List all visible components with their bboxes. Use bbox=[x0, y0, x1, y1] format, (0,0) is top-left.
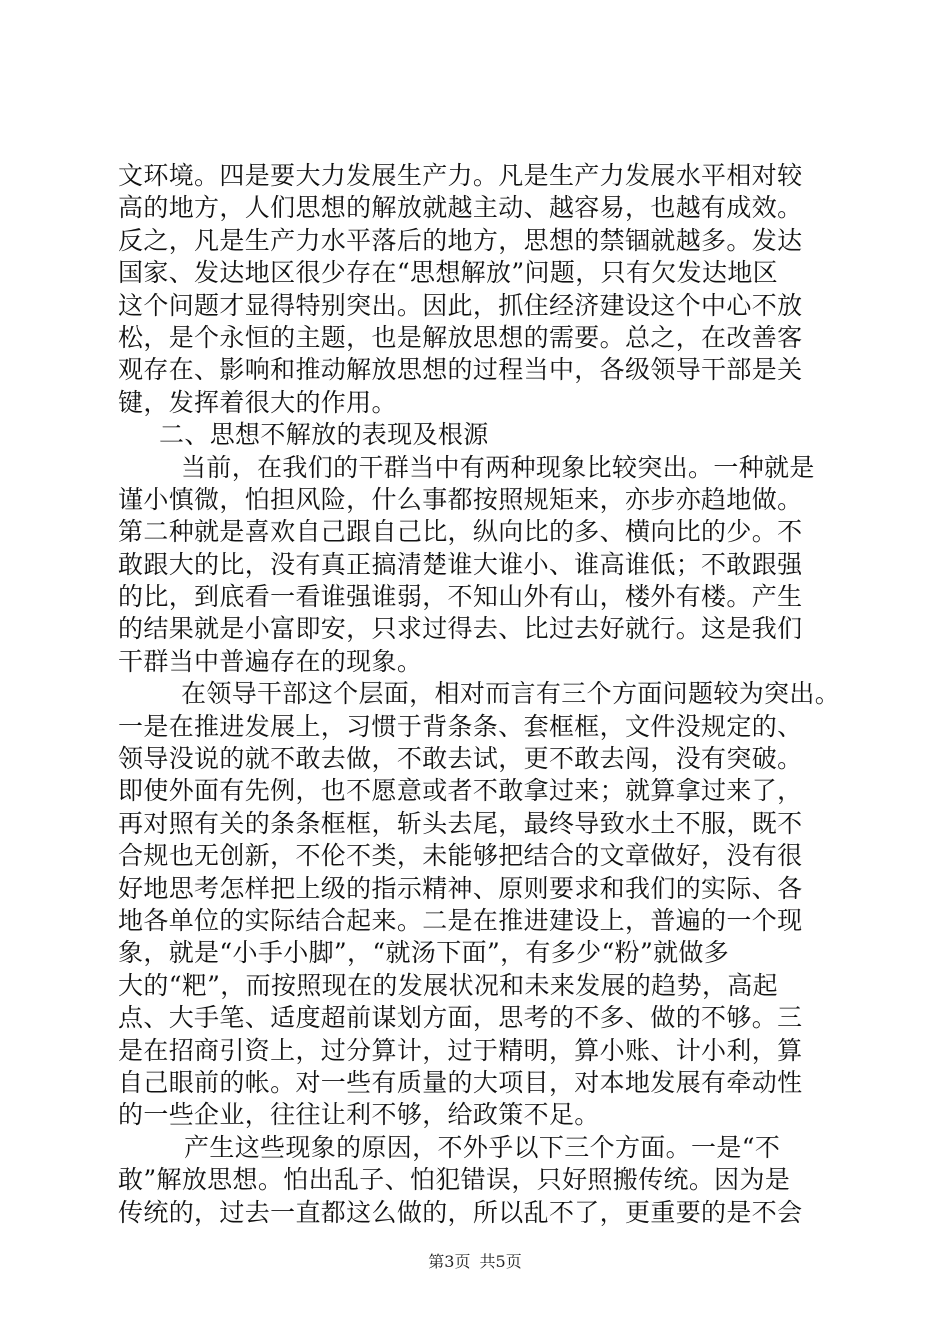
page-footer bbox=[0, 1252, 950, 1272]
text-line: 点、大手笔、适度超前谋划方面，思考的不多、做的不够。三 bbox=[118, 1003, 803, 1033]
text-line: 这个问题才显得特别突出。因此，抓住经济建设这个中心不放 bbox=[118, 290, 803, 320]
text-line: 松，是个永恒的主题，也是解放思想的需要。总之，在改善客 bbox=[118, 322, 803, 352]
text-line: 干群当中普遍存在的现象。 bbox=[118, 646, 423, 676]
text-line: 的一些企业，往往让利不够，给政策不足。 bbox=[118, 1100, 600, 1130]
text-line: 一是在推进发展上，习惯于背条条、套框框，文件没规定的、 bbox=[118, 711, 803, 741]
text-line: 谨小慎微，怕担风险，什么事都按照规矩来，亦步亦趋地做。 bbox=[118, 484, 803, 514]
page-number: 第3页 bbox=[428, 1252, 471, 1271]
page-total: 共5页 bbox=[479, 1252, 522, 1271]
text-line: 敢跟大的比，没有真正搞清楚谁大谁小、谁高谁低；不敢跟强 bbox=[118, 549, 803, 579]
paragraph-first-line: 在领导干部这个层面，相对而言有三个方面问题较为突出。 bbox=[181, 679, 841, 709]
text-line: 象，就是“小手小脚”，“就汤下面”，有多少“粉”就做多 bbox=[118, 938, 730, 968]
text-line: 再对照有关的条条框框，斩头去尾，最终导致水土不服，既不 bbox=[118, 808, 803, 838]
text-line: 反之，凡是生产力水平落后的地方，思想的禁锢就越多。发达 bbox=[118, 225, 803, 255]
text-line: 传统的，过去一直都这么做的，所以乱不了，更重要的是不会 bbox=[118, 1197, 803, 1227]
text-line: 文环境。四是要大力发展生产力。凡是生产力发展水平相对较 bbox=[118, 161, 803, 190]
text-line: 观存在、影响和推动解放思想的过程当中，各级领导干部是关 bbox=[118, 355, 803, 385]
text-line: 的结果就是小富即安，只求过得去、比过去好就行。这是我们 bbox=[118, 614, 803, 644]
text-line: 地各单位的实际结合起来。二是在推进建设上，普遍的一个现 bbox=[118, 905, 803, 935]
text-line: 敢”解放思想。怕出乱子、怕犯错误，只好照搬传统。因为是 bbox=[118, 1165, 791, 1195]
text-line: 是在招商引资上，过分算计，过于精明，算小账、计小利，算 bbox=[118, 1035, 803, 1065]
document-body bbox=[118, 160, 842, 1229]
text-line: 第二种就是喜欢自己跟自己比，纵向比的多、横向比的少。不 bbox=[118, 517, 803, 547]
text-line: 好地思考怎样把上级的指示精神、原则要求和我们的实际、各 bbox=[118, 873, 803, 903]
text-line: 键，发挥着很大的作用。 bbox=[118, 387, 397, 417]
text-line: 合规也无创新，不伦不类，未能够把结合的文章做好，没有很 bbox=[118, 841, 803, 871]
text-line: 的比，到底看一看谁强谁弱，不知山外有山，楼外有楼。产生 bbox=[118, 582, 803, 612]
text-line: 即使外面有先例，也不愿意或者不敢拿过来；就算拿过来了， bbox=[118, 776, 803, 806]
paragraph-first-line: 当前，在我们的干群当中有两种现象比较突出。一种就是 bbox=[181, 452, 815, 482]
text-line: 自己眼前的帐。对一些有质量的大项目，对本地发展有牵动性 bbox=[118, 1067, 803, 1097]
text-line: 领导没说的就不敢去做，不敢去试，更不敢去闯，没有突破。 bbox=[118, 744, 803, 774]
paragraph-first-line: 产生这些现象的原因，不外乎以下三个方面。一是“不 bbox=[184, 1132, 781, 1162]
text-line: 大的“粑”，而按照现在的发展状况和未来发展的趋势，高起 bbox=[118, 970, 779, 1000]
text-line: 高的地方，人们思想的解放就越主动、越容易，也越有成效。 bbox=[118, 193, 803, 223]
section-heading: 二、思想不解放的表现及根源 bbox=[159, 420, 489, 450]
text-line: 国家、发达地区很少存在“思想解放”问题，只有欠发达地区 bbox=[118, 258, 779, 288]
